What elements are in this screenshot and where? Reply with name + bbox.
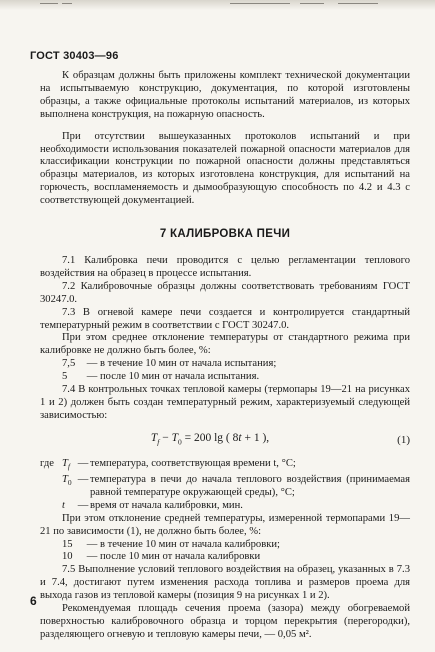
clause-7-4-deviation: При этом отклонение средней температуры, измеренной термопарами 19—21 по зависимости (1), не должно быть более, %: bbox=[40, 512, 410, 537]
clause-7-4: 7.4 В контрольных точках тепловой камеры (термопары 19—21 на рисунках 1 и 2) должен быть создан температурный режим, характеризуемый следующей зависимостью: bbox=[40, 384, 410, 421]
formula-expression: $T_f - T_0 = 200$ lg ( 8t + 1 ), bbox=[150, 431, 270, 447]
formula-1 bbox=[40, 432, 410, 449]
intro-paragraph-2: При отсутствии вышеуказанных протоколов испытаний и при необходимости использования показателей пожарной опасности материалов для классификации конструкции по пожарной опасности должны представляться образцы материалов, из которых изготовлена конструкция, для испытаний на горючесть, воспламеняемость и дымообразующую способность по 4.2 и 4.3 с соответствующей документацией. bbox=[40, 130, 410, 207]
clause-7-3: 7.3 В огневой камере печи создается и контролируется стандартный температурный режим в соответствии с ГОСТ 30247.0. bbox=[40, 306, 410, 331]
section-title: 7 КАЛИБРОВКА ПЕЧИ bbox=[159, 228, 291, 241]
legend-item: $T_0$ — температура в печи до начала теплового воздействия (принимаемая равной температуре окружающей среды), °С; bbox=[62, 473, 410, 498]
formula-legend bbox=[40, 458, 410, 513]
legend-item: t — время от начала калибровки, мин. bbox=[62, 499, 243, 511]
document-body bbox=[40, 70, 410, 642]
page-number: 6 bbox=[30, 594, 37, 608]
clause-7-5-recommendation: Рекомендуемая площадь сечения проема (зазора) между обогреваемой поверхностью калибровочного образца и торцом перекрытия (перегородки), разделяющего огневую и тепловую камеры печи, — 0,05 м². bbox=[40, 603, 410, 640]
legend-item: где $T_f$ — температура, соответствующая времени t, °С; bbox=[40, 457, 296, 472]
list-item: 15 — в течение 10 мин от начала калибровки; bbox=[62, 538, 280, 550]
clause-7-5: 7.5 Выполнение условий теплового воздействия на образец, указанных в 7.3 и 7.4, достигают путем изменения расхода топлива и размеров проема для выхода газов из тепловой камеры (позиция 9 на рисунках 1 и 2). bbox=[40, 564, 410, 602]
intro-paragraph-1: К образцам должны быть приложены комплект технической документации на испытываемую конструкцию, документация, по которой изготовлены образцы, а также официальные протоколы испытаний материалов, из которых выполнена конструкция, на пожарную опасность. bbox=[40, 70, 410, 120]
scan-edge bbox=[0, 0, 435, 10]
list-item: 10 — после 10 мин от начала калибровки bbox=[62, 551, 261, 563]
list-item: 5 — после 10 мин от начала испытания. bbox=[62, 371, 260, 383]
clause-7-2: 7.2 Калибровочные образцы должны соответствовать требованиям ГОСТ 30247.0. bbox=[40, 280, 410, 305]
list-item: 7,5 — в течение 10 мин от начала испытания; bbox=[62, 358, 277, 370]
clause-7-1: 7.1 Калибровка печи проводится с целью регламентации теплового воздействия на образец в процессе испытания. bbox=[40, 254, 410, 279]
standard-header: ГОСТ 30403—96 bbox=[30, 50, 119, 62]
clause-7-3-deviation: При этом среднее отклонение температуры от стандартного режима при калибровке не должно быть более, %: bbox=[40, 332, 410, 357]
formula-number: (1) bbox=[397, 433, 410, 446]
